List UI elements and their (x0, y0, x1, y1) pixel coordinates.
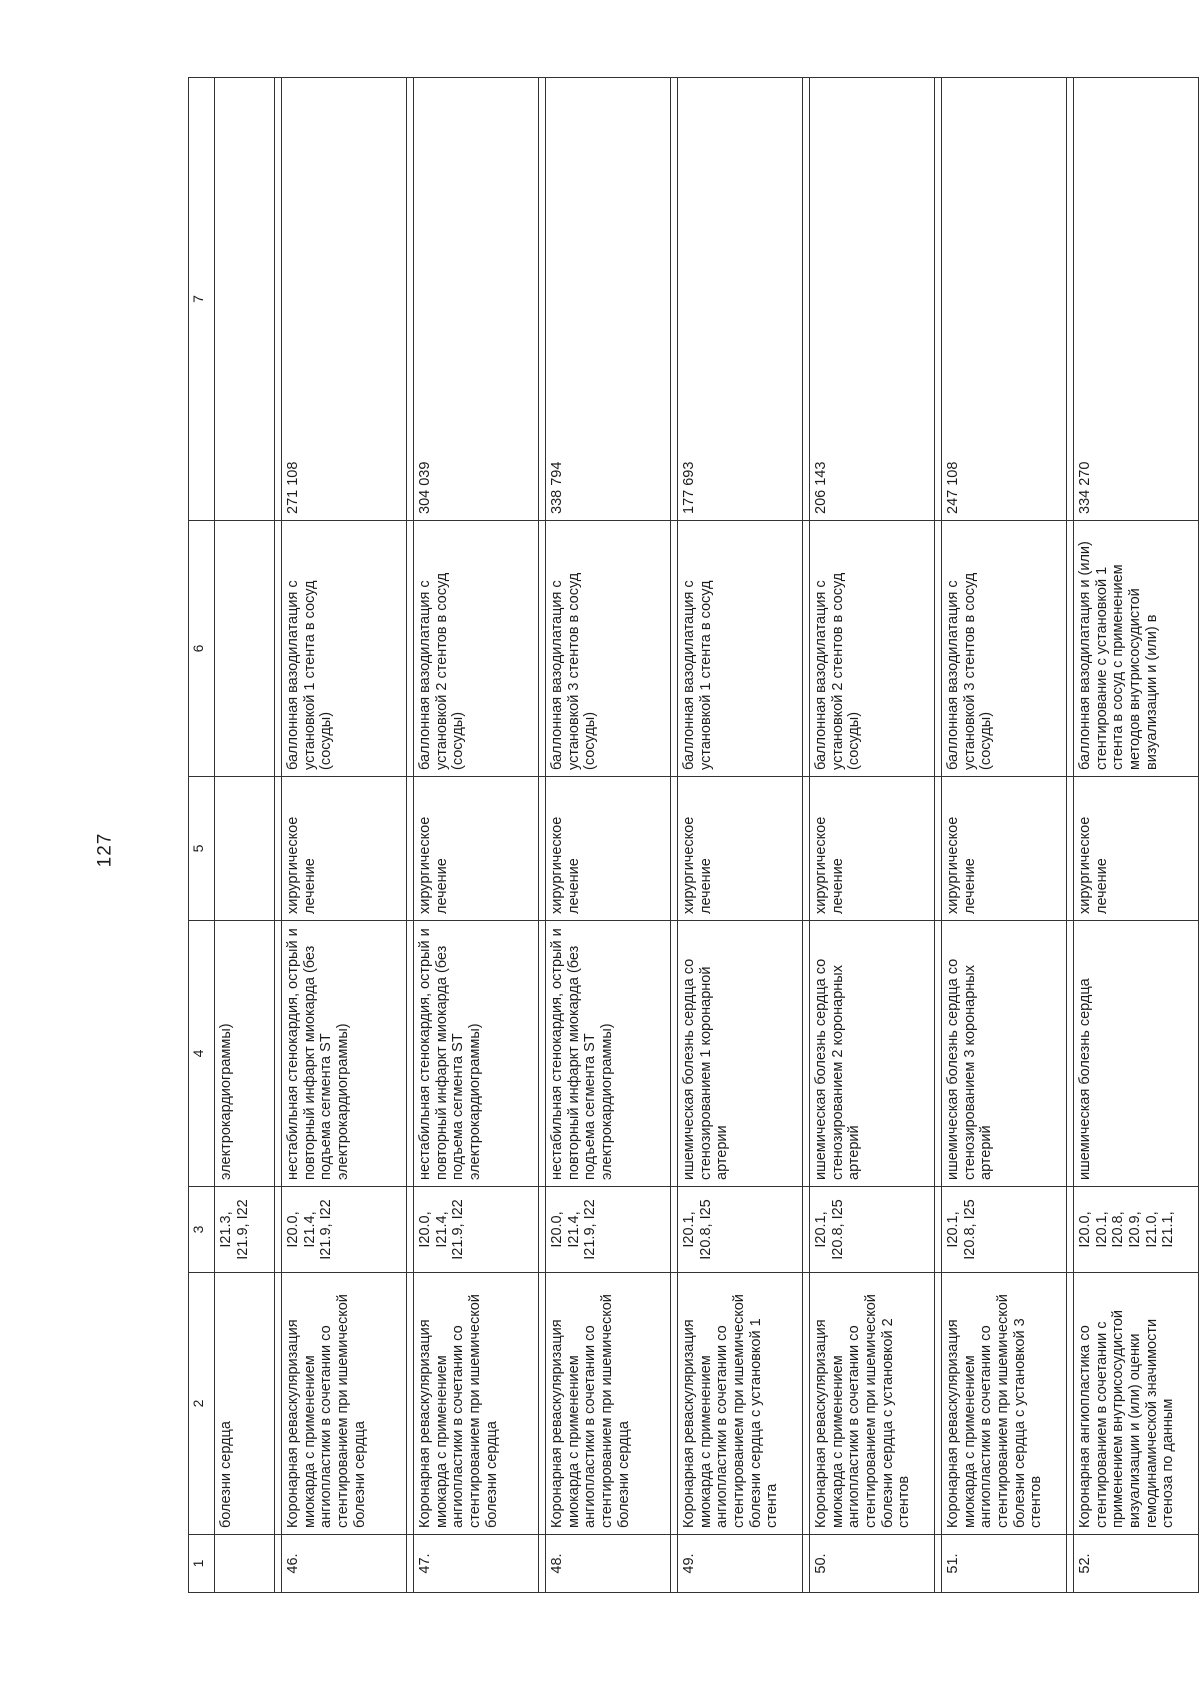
row-gap (935, 78, 942, 1593)
table-row (282, 78, 407, 1593)
row-gap (539, 78, 546, 1593)
continuation-row (215, 78, 275, 1593)
header-row (189, 78, 215, 1593)
cell-price: 338 794 (546, 78, 671, 521)
cell-num: 49. (678, 1535, 803, 1593)
cell-name: Коронарная реваскуляризация миокарда с применением ангиопластики в сочетании со стентированием при ишемической болезни сердца (546, 1273, 671, 1535)
header-col-2: 2 (189, 1273, 215, 1535)
row-gap (407, 78, 414, 1593)
cell-codes: I20.1, I20.8, I25 (942, 1187, 1067, 1273)
cell-treatment: хирургическое лечение (810, 777, 935, 921)
cell-num: 48. (546, 1535, 671, 1593)
table-row (414, 78, 539, 1593)
table-row (546, 78, 671, 1593)
cell-method: баллонная вазодилатация с установкой 2 стентов в сосуд (сосуды) (414, 521, 539, 777)
cell-treatment: хирургическое лечение (282, 777, 407, 921)
cell-model: нестабильная стенокардия, острый и повторный инфаркт миокарда (без подъема сегмента ST электрокардиограммы) (414, 921, 539, 1187)
cell-price: 247 108 (942, 78, 1067, 521)
header-col-6: 6 (189, 521, 215, 777)
cell-codes: I20.1, I20.8, I25 (810, 1187, 935, 1273)
table-row (1074, 78, 1199, 1593)
row-gap (803, 78, 810, 1593)
cell-price: 271 108 (282, 78, 407, 521)
cell-method (215, 521, 275, 777)
cell-treatment (215, 777, 275, 921)
cell-name: болезни сердца (215, 1273, 275, 1535)
cell-codes: I20.0, I21.4, I21.9, I22 (414, 1187, 539, 1273)
header-col-4: 4 (189, 921, 215, 1187)
row-gap (1067, 78, 1074, 1593)
services-table-rotated (188, 78, 1177, 1593)
cell-price (215, 78, 275, 521)
cell-model: ишемическая болезнь сердца со стенозированием 2 коронарных артерий (810, 921, 935, 1187)
cell-codes: I20.1, I20.8, I25 (678, 1187, 803, 1273)
cell-model: нестабильная стенокардия, острый и повторный инфаркт миокарда (без подъема сегмента ST электрокардиограммы) (546, 921, 671, 1187)
cell-name: Коронарная реваскуляризация миокарда с применением ангиопластики в сочетании со стентированием при ишемической болезни сердца с установкой 2 стентов (810, 1273, 935, 1535)
cell-codes: I20.0, I20.1, I20.8, I20.9, I21.0, I21.1, (1074, 1187, 1199, 1273)
table-row (942, 78, 1067, 1593)
services-table (188, 77, 1199, 1593)
cell-treatment: хирургическое лечение (678, 777, 803, 921)
cell-method: баллонная вазодилатация с установкой 3 стентов в сосуд (сосуды) (942, 521, 1067, 777)
header-col-3: 3 (189, 1187, 215, 1273)
cell-price: 177 693 (678, 78, 803, 521)
table-row (810, 78, 935, 1593)
cell-codes: I20.0, I21.4, I21.9, I22 (282, 1187, 407, 1273)
cell-price: 206 143 (810, 78, 935, 521)
cell-model: электрокардиограммы) (215, 921, 275, 1187)
header-col-1: 1 (189, 1535, 215, 1593)
cell-price: 304 039 (414, 78, 539, 521)
cell-num (215, 1535, 275, 1593)
cell-price: 334 270 (1074, 78, 1199, 521)
cell-method: баллонная вазодилатация с установкой 2 стентов в сосуд (сосуды) (810, 521, 935, 777)
page-number: 127 (94, 832, 116, 868)
row-gap (671, 78, 678, 1593)
cell-num: 52. (1074, 1535, 1199, 1593)
table-row (678, 78, 803, 1593)
cell-name: Коронарная ангиопластика со стентированием в сочетании с применением внутрисосудистой визуализации и (или) оценки гемодинамической значимости стеноза по данным (1074, 1273, 1199, 1535)
cell-method: баллонная вазодилатация с установкой 3 стентов в сосуд (сосуды) (546, 521, 671, 777)
cell-name: Коронарная реваскуляризация миокарда с применением ангиопластики в сочетании со стентированием при ишемической болезни сердца с установкой 1 стента (678, 1273, 803, 1535)
cell-treatment: хирургическое лечение (546, 777, 671, 921)
cell-method: баллонная вазодилатация с установкой 1 стента в сосуд (сосуды) (282, 521, 407, 777)
cell-codes: I20.0, I21.4, I21.9, I22 (546, 1187, 671, 1273)
cell-name: Коронарная реваскуляризация миокарда с применением ангиопластики в сочетании со стентированием при ишемической болезни сердца (414, 1273, 539, 1535)
cell-treatment: хирургическое лечение (414, 777, 539, 921)
cell-name: Коронарная реваскуляризация миокарда с применением ангиопластики в сочетании со стентированием при ишемической болезни сердца с установкой 3 стентов (942, 1273, 1067, 1535)
row-gap (275, 78, 282, 1593)
cell-method: баллонная вазодилатация и (или) стентирование с установкой 1 стента в сосуд с применением методов внутрисосудистой визуализации и (или) в (1074, 521, 1199, 777)
cell-num: 47. (414, 1535, 539, 1593)
cell-model: ишемическая болезнь сердца (1074, 921, 1199, 1187)
header-col-5: 5 (189, 777, 215, 921)
cell-treatment: хирургическое лечение (942, 777, 1067, 921)
cell-num: 51. (942, 1535, 1067, 1593)
cell-num: 50. (810, 1535, 935, 1593)
cell-treatment: хирургическое лечение (1074, 777, 1199, 921)
cell-model: ишемическая болезнь сердца со стенозированием 1 коронарной артерии (678, 921, 803, 1187)
cell-num: 46. (282, 1535, 407, 1593)
cell-name: Коронарная реваскуляризация миокарда с применением ангиопластики в сочетании со стентированием при ишемической болезни сердца (282, 1273, 407, 1535)
cell-codes: I21.3, I21.9, I22 (215, 1187, 275, 1273)
header-col-7: 7 (189, 78, 215, 521)
cell-model: нестабильная стенокардия, острый и повторный инфаркт миокарда (без подъема сегмента ST электрокардиограммы) (282, 921, 407, 1187)
cell-model: ишемическая болезнь сердца со стенозированием 3 коронарных артерий (942, 921, 1067, 1187)
cell-method: баллонная вазодилатация с установкой 1 стента в сосуд (678, 521, 803, 777)
